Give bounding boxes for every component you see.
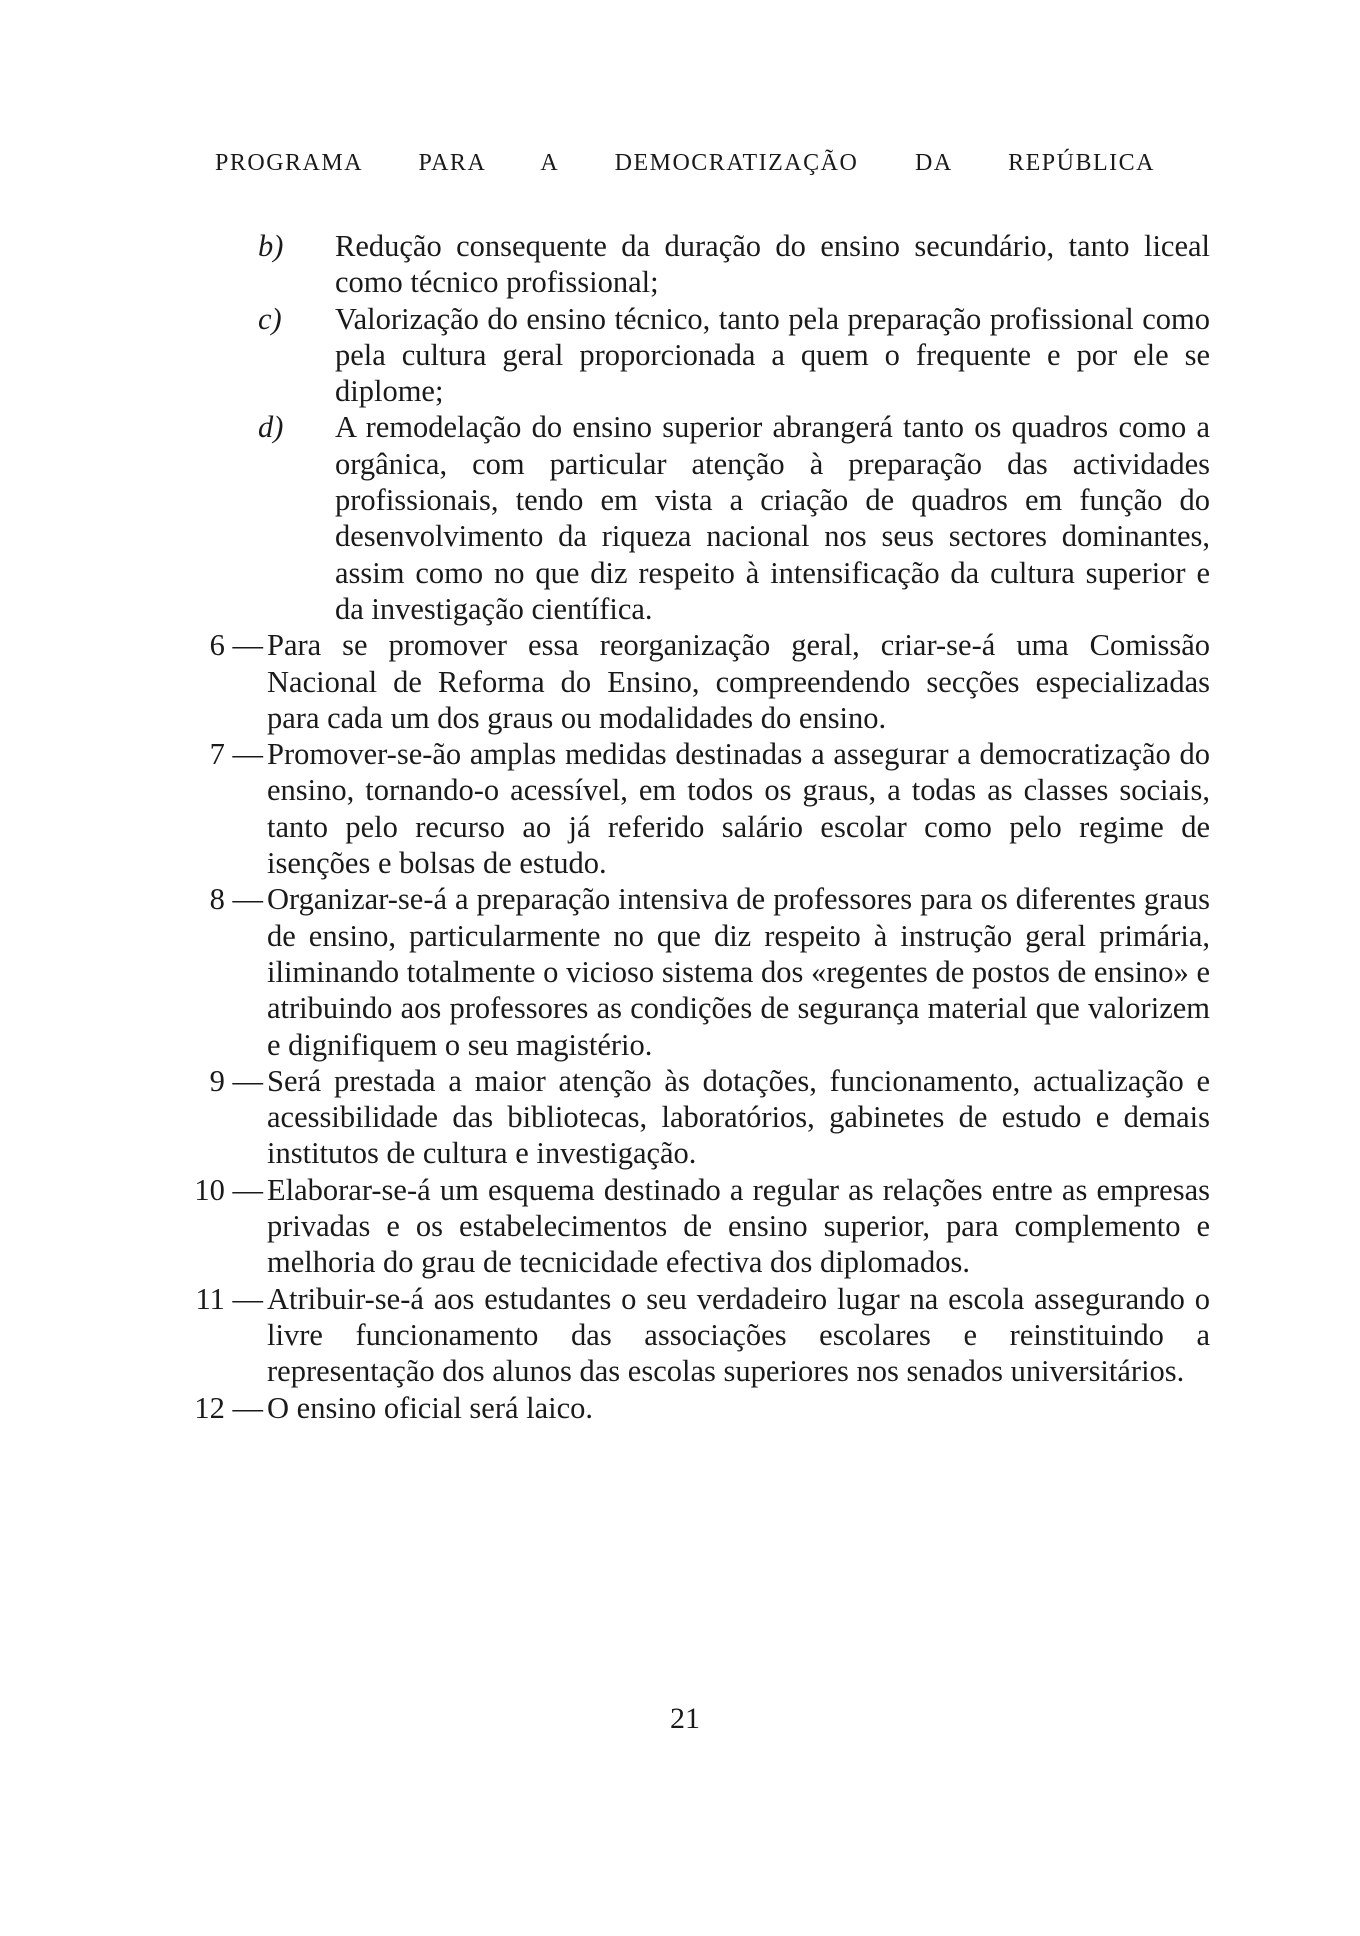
list-item-c bbox=[150, 301, 1210, 410]
list-item-b bbox=[150, 228, 1210, 301]
item-text: O ensino oficial será laico. bbox=[267, 1390, 594, 1425]
item-text: Será prestada a maior atenção às dotações, funcionamento, actualização e acessibilidade das bibliotecas, laboratórios, gabinetes de estudo e demais institutos de cultura e investigação. bbox=[267, 1063, 1210, 1171]
item-number: 9 — bbox=[209, 1063, 263, 1098]
numbered-item-6 bbox=[150, 627, 1210, 736]
list-marker: b) bbox=[258, 229, 284, 263]
numbered-item-8 bbox=[150, 881, 1210, 1062]
item-text: Atribuir-se-á aos estudantes o seu verdadeiro lugar na escola assegurando o livre funcionamento das associações escolares e reinstituindo a representação dos alunos das escolas superiores nos senados universitários. bbox=[267, 1281, 1210, 1389]
item-number: 12 — bbox=[194, 1390, 263, 1425]
item-text: Organizar-se-á a preparação intensiva de professores para os diferentes graus de ensino, particularmente no que diz respeito à instrução geral primária, iliminando totalmente o vicioso sistema dos «regentes de postos de ensino» e atribuindo aos professores as condições de segurança material que valorizem e dignifiquem o seu magistério. bbox=[267, 882, 1210, 1062]
list-item-text: A remodelação do ensino superior abrangerá tanto os quadros como a orgânica, com particular atenção à preparação das actividades profissionais, tendo em vista a criação de quadros em função do desenvolvimento da riqueza nacional nos seus sectores dominantes, assim como no que diz respeito à intensificação da cultura superior e da investigação científica. bbox=[335, 410, 1210, 626]
numbered-item-12 bbox=[150, 1390, 1210, 1426]
numbered-item-10 bbox=[150, 1172, 1210, 1281]
body-text bbox=[150, 228, 1210, 1426]
item-text: Para se promover essa reorganização geral, criar-se-á uma Comissão Nacional de Reforma do Ensino, compreendendo secções especializadas para cada um dos graus ou modalidades do ensino. bbox=[267, 628, 1210, 735]
item-number: 8 — bbox=[209, 882, 263, 917]
item-number: 6 — bbox=[209, 628, 263, 663]
list-marker: d) bbox=[258, 410, 284, 445]
numbered-item-11 bbox=[150, 1281, 1210, 1390]
item-number: 11 — bbox=[195, 1281, 263, 1316]
list-item-d bbox=[150, 409, 1210, 627]
numbered-item-7 bbox=[150, 736, 1210, 881]
running-header: PROGRAMA PARA A DEMOCRATIZAÇÃO DA REPÚBLICA bbox=[215, 150, 1155, 176]
item-number: 10 — bbox=[194, 1172, 263, 1207]
list-item-text: Valorização do ensino técnico, tanto pela preparação profissional como pela cultura geral proporcionada a quem o frequente e por ele se diplome; bbox=[335, 301, 1210, 409]
item-text: Promover-se-ão amplas medidas destinadas a assegurar a democratização do ensino, tornando-o acessível, em todos os graus, a todas as classes sociais, tanto pelo recurso ao já referido salário escolar como pelo regime de isenções e bolsas de estudo. bbox=[267, 737, 1210, 881]
numbered-item-9 bbox=[150, 1063, 1210, 1172]
item-number: 7 — bbox=[209, 737, 263, 772]
list-item-text: Redução consequente da duração do ensino secundário, tanto liceal como técnico profissional; bbox=[335, 229, 1210, 300]
page-number: 21 bbox=[670, 1702, 700, 1735]
list-marker: c) bbox=[258, 301, 282, 336]
item-text: Elaborar-se-á um esquema destinado a regular as relações entre as empresas privadas e os estabelecimentos de ensino superior, para complemento e melhoria do grau de tecnicidade efectiva dos diplomados. bbox=[267, 1172, 1210, 1280]
